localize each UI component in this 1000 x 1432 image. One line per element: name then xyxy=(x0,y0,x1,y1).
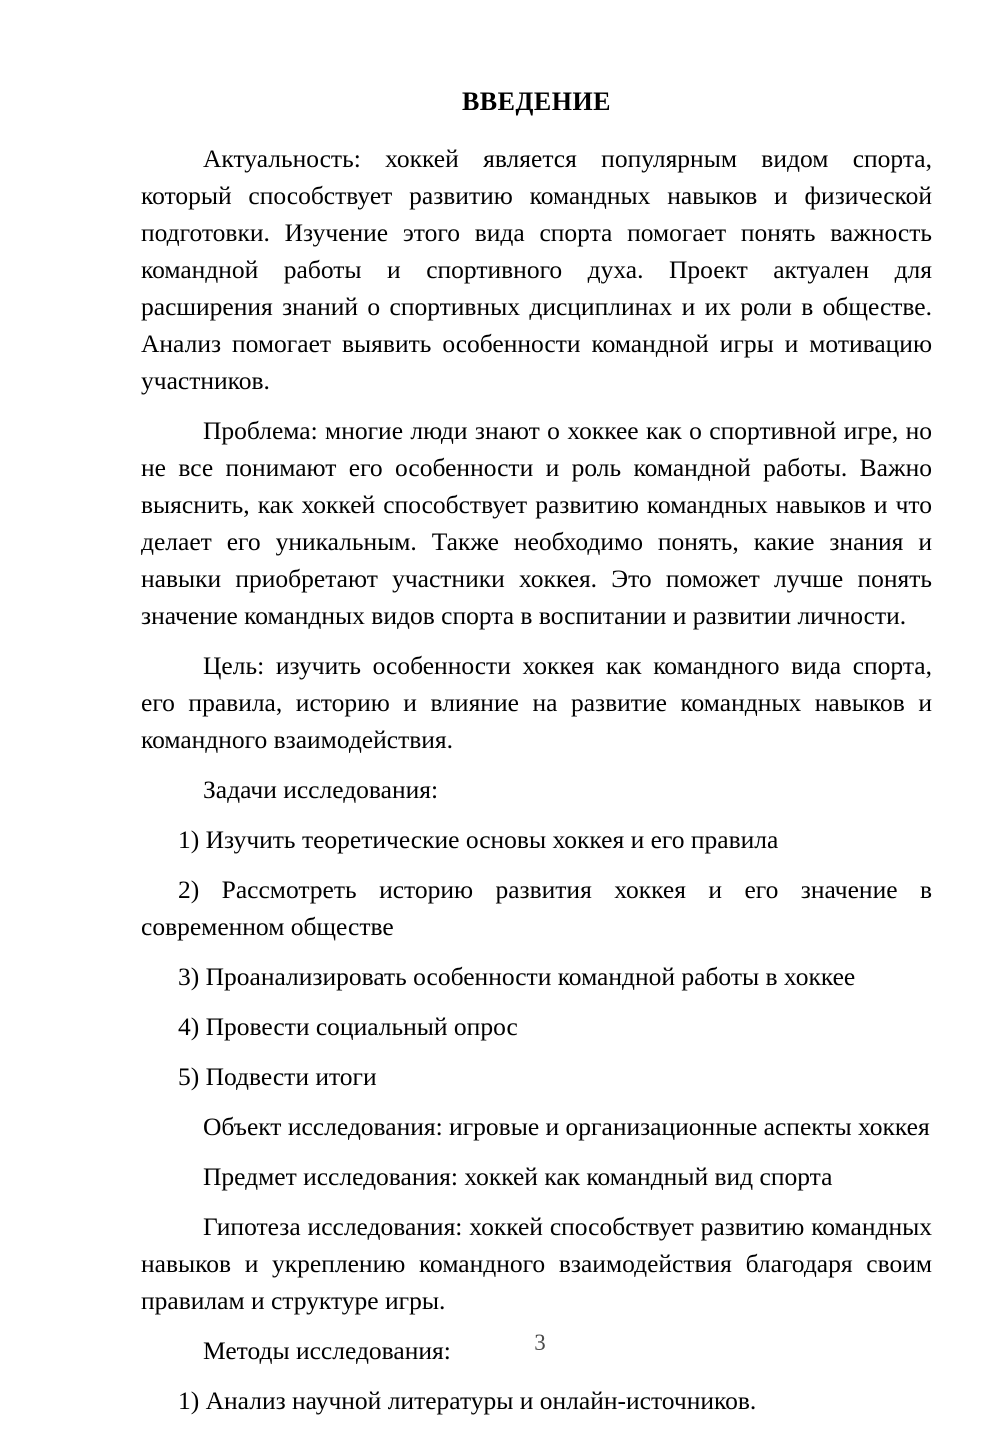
page-number: 3 xyxy=(534,1330,546,1355)
list-item-task-4: 4) Провести социальный опрос xyxy=(178,1012,518,1041)
paragraph-relevance: Актуальность: хоккей является популярным видом спорта, который способствует развитию командных навыков и физической подготовки. Изучение этого вида спорта помогает понять важность командной работы и спортивного духа. Проект актуален для расширения знаний о спортивных дисциплинах и их роли в обществе. Анализ помогает выявить особенности командной игры и мотивацию участников. xyxy=(141,144,932,395)
page-title: ВВЕДЕНИЕ xyxy=(461,87,612,116)
paragraph-hypothesis: Гипотеза исследования: хоккей способствует развитию командных навыков и укреплению командного взаимодействия благодаря своим правилам и структуре игры. xyxy=(141,1212,932,1315)
document-body xyxy=(141,86,932,1432)
list-item-task-3: 3) Проанализировать особенности командной работы в хоккее xyxy=(178,962,856,991)
paragraph-problem: Проблема: многие люди знают о хоккее как о спортивной игре, но не все понимают его особенности и роль командной работы. Важно выяснить, как хоккей способствует развитию командных навыков и что делает его уникальным. Также необходимо понять, какие знания и навыки приобретают участники хоккея. Это поможет лучше понять значение командных видов спорта в воспитании и развитии личности. xyxy=(141,416,932,630)
list-item-task-2: 2) Рассмотреть историю развития хоккея и его значение в современном обществе xyxy=(141,875,932,941)
paragraph-subject: Предмет исследования: хоккей как командный вид спорта xyxy=(203,1162,833,1191)
tasks-label: Задачи исследования: xyxy=(203,775,439,804)
list-item-task-1: 1) Изучить теоретические основы хоккея и его правила xyxy=(178,825,779,854)
paragraph-object: Объект исследования: игровые и организационные аспекты хоккея xyxy=(203,1112,930,1141)
list-item-method-1: 1) Анализ научной литературы и онлайн-источников. xyxy=(178,1386,757,1415)
list-item-task-5: 5) Подвести итоги xyxy=(178,1062,377,1091)
paragraph-goal: Цель: изучить особенности хоккея как командного вида спорта, его правила, историю и влияние на развитие командных навыков и командного взаимодействия. xyxy=(141,651,932,754)
methods-label: Методы исследования: xyxy=(203,1336,451,1365)
